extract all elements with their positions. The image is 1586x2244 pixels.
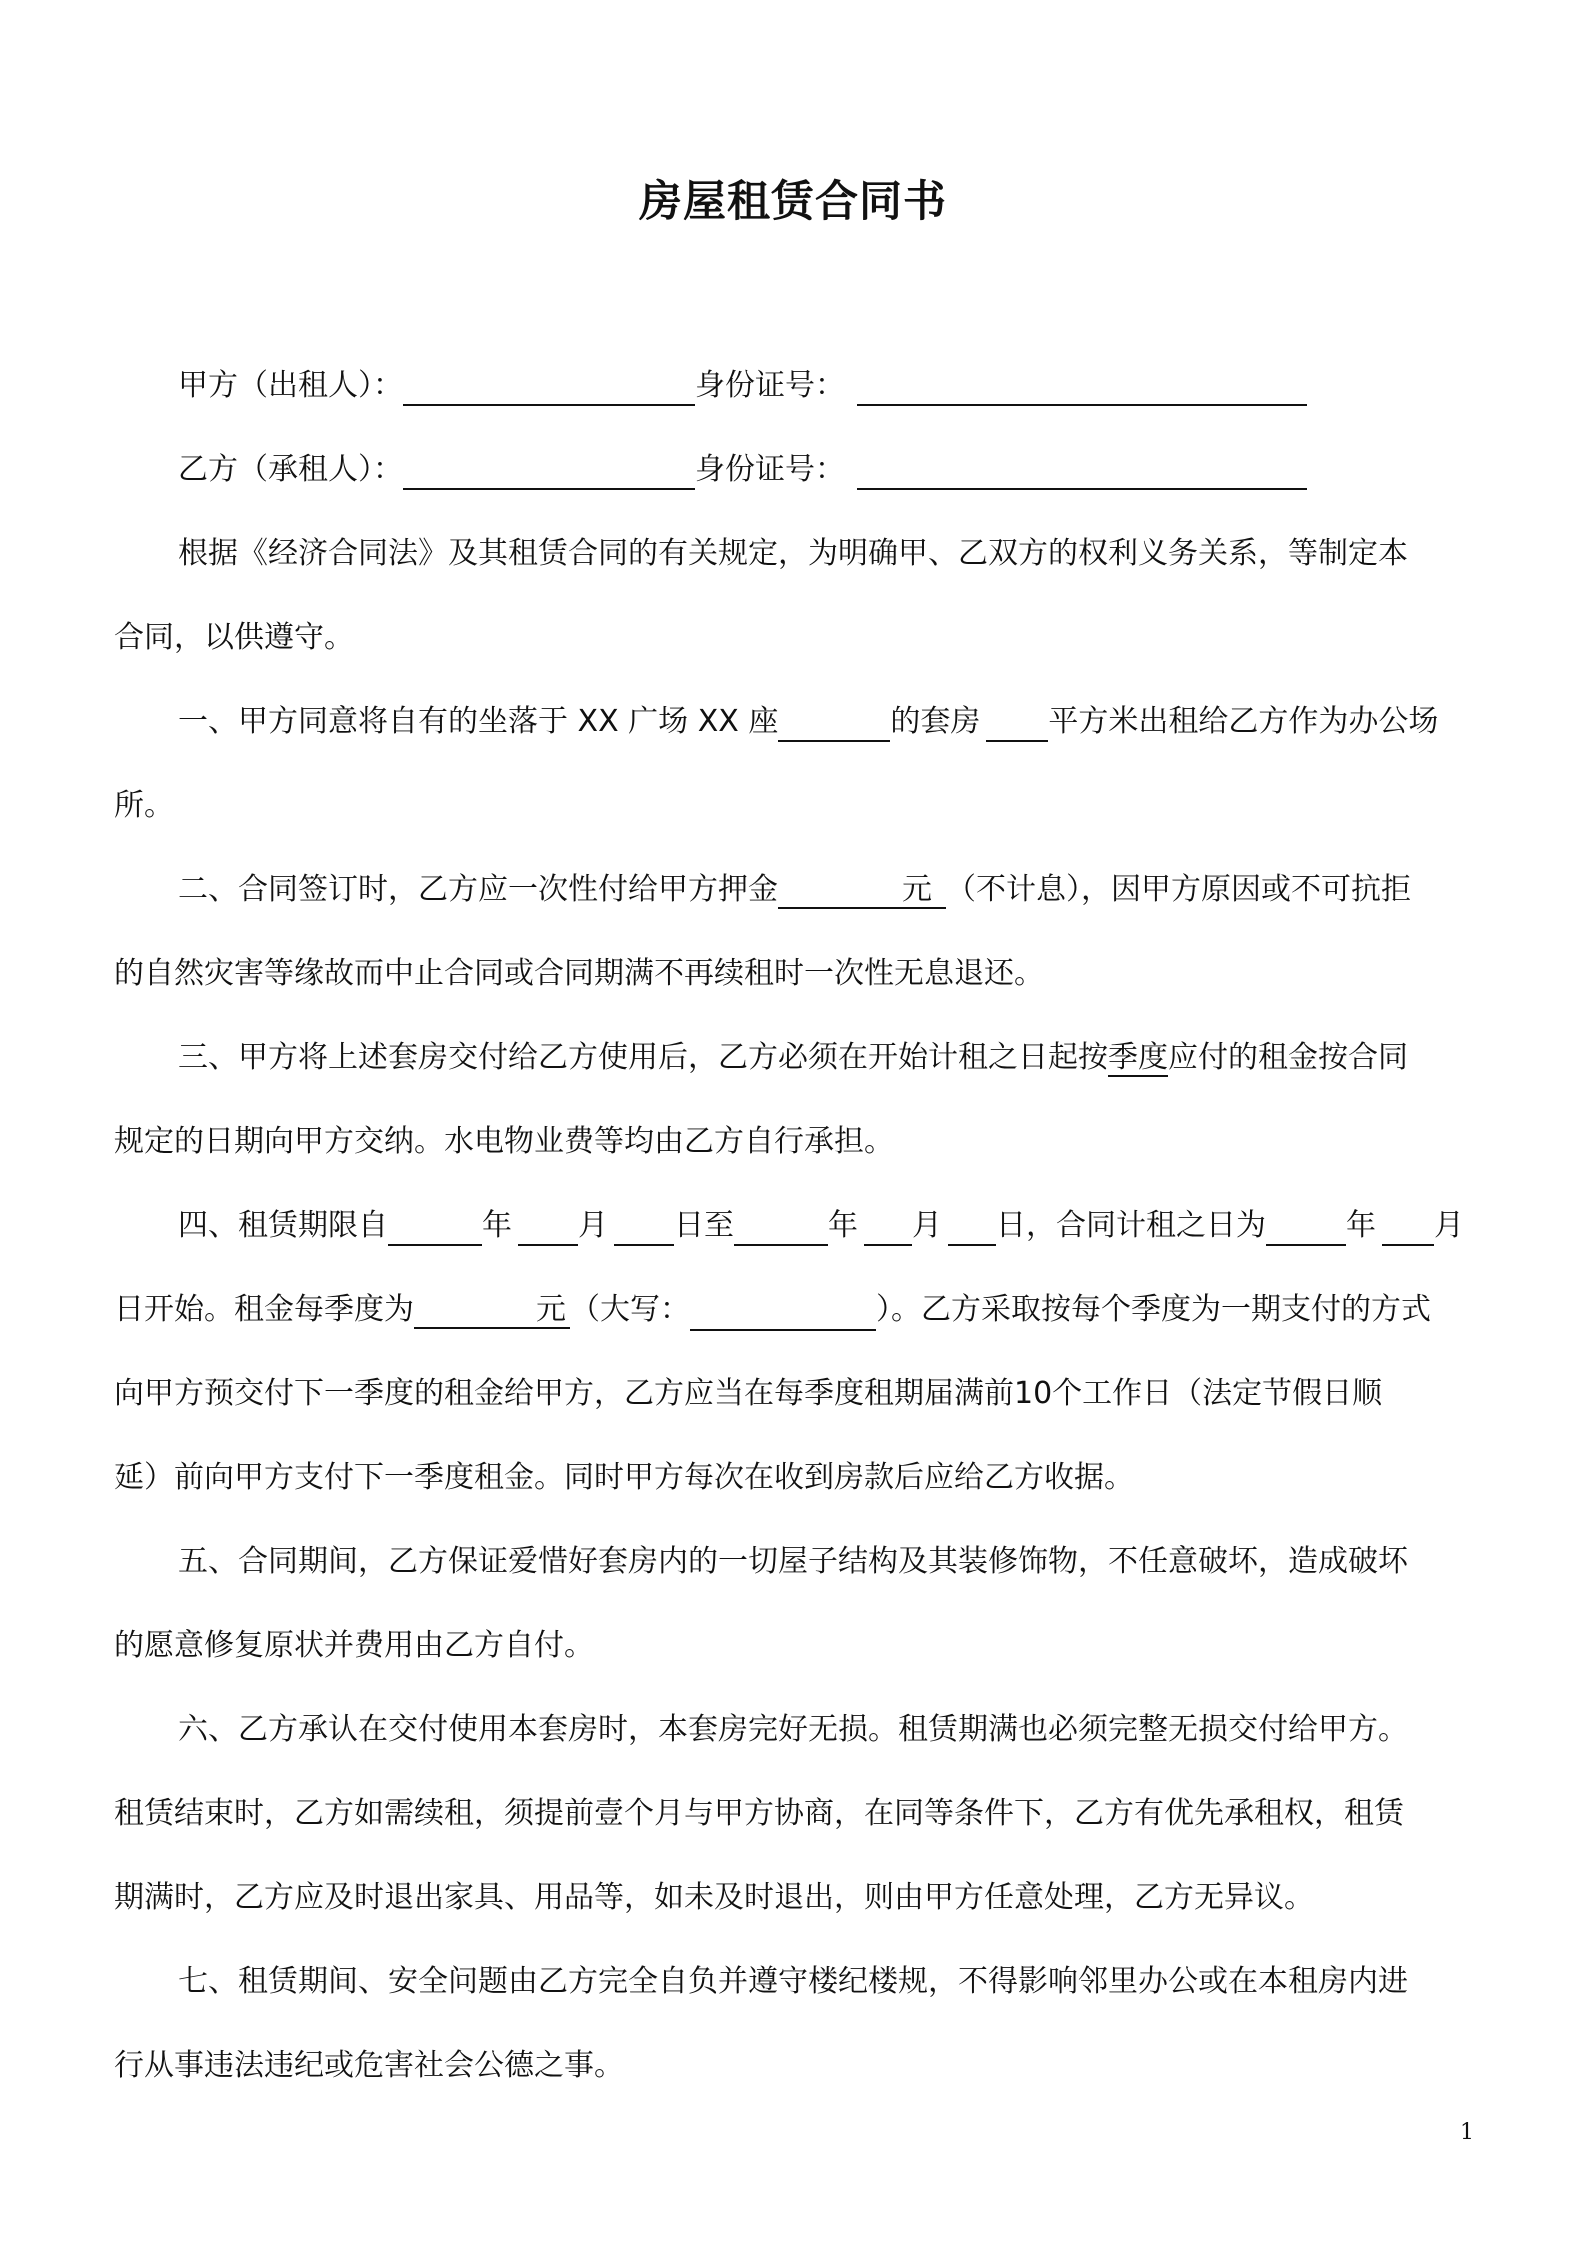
party-b-id-blank[interactable] [857,454,1307,490]
clause-4-line-2 [114,1290,1431,1330]
clause-3-line-1 [178,1038,1408,1078]
start-day-unit: 日 [674,1208,704,1243]
rent-start-month-unit: 月 [1434,1208,1464,1243]
page-number: 1 [1460,2120,1474,2145]
clause-7-line-2: 行从事违法违纪或危害社会公德之事。 [114,2048,624,2083]
start-year-unit: 年 [482,1208,512,1243]
party-b-id-label: 身份证号： [695,452,845,487]
intro-line-2: 合同，以供遵守。 [114,620,354,655]
party-b-name-blank[interactable] [403,454,695,490]
party-b-line [178,450,1307,490]
end-year-unit: 年 [828,1208,858,1243]
clause-4-line-4: 延）前向甲方支付下一季度租金。同时甲方每次在收到房款后应给乙方收据。 [114,1460,1134,1495]
rent-start-year-blank[interactable] [1266,1210,1346,1246]
intro-line-1: 根据《经济合同法》及其租赁合同的有关规定，为明确甲、乙双方的权利义务关系，等制定本 [178,536,1408,571]
deposit-blank[interactable] [778,872,946,909]
clause-4-line-3: 向甲方预交付下一季度的租金给甲方，乙方应当在每季度租期届满前10个工作日（法定节假日顺 [114,1376,1383,1411]
clause-2-line-1 [178,870,1411,910]
party-a-label: 甲方（出租人）： [178,368,403,403]
clause-1-line-1 [178,702,1438,742]
clause-3-line-2: 规定的日期向甲方交纳。水电物业费等均由乙方自行承担。 [114,1124,894,1159]
clause-5-line-1: 五、合同期间，乙方保证爱惜好套房内的一切屋子结构及其装修饰物，不任意破坏，造成破坏 [178,1544,1408,1579]
daxie-label: （大写： [570,1292,690,1327]
rent-start-month-blank[interactable] [1382,1210,1434,1246]
clause-1-text-b: 的套房 [890,704,981,739]
rent-start-year-unit: 年 [1346,1208,1376,1243]
clause-4-line-1 [178,1206,1464,1246]
building-unit-blank[interactable] [778,706,890,742]
document-title: 房屋租赁合同书 [639,177,947,227]
clause-5-line-2: 的愿意修复原状并费用由乙方自付。 [114,1628,594,1663]
party-a-name-blank[interactable] [403,370,695,406]
clause-3-text-b: 应付的租金按合同 [1168,1040,1408,1075]
clause-2-line-2: 的自然灾害等缘故而中止合同或合同期满不再续租时一次性无息退还。 [114,956,1044,991]
clause-4-line-2-text-a: 日开始。租金每季度为 [114,1292,414,1327]
start-month-unit: 月 [578,1208,608,1243]
party-b-label: 乙方（承租人）： [178,452,403,487]
clause-1-text-a: 一、甲方同意将自有的坐落于 XX 广场 XX 座 [178,704,779,739]
clause-4-text-a: 四、租赁期限自 [178,1208,388,1243]
payment-period-field[interactable]: 季度 [1108,1040,1168,1075]
deposit-yuan: 元 [902,872,932,907]
end-month-blank[interactable] [864,1210,912,1246]
clause-1-line-2: 所。 [114,788,174,823]
clause-7-line-1: 七、租赁期间、安全问题由乙方完全自负并遵守楼纪楼规，不得影响邻里办公或在本租房内进 [178,1964,1408,1999]
party-a-line [178,366,1307,406]
end-day-unit: 日 [996,1208,1026,1243]
start-year-blank[interactable] [388,1210,482,1246]
party-a-id-blank[interactable] [857,370,1307,406]
area-blank[interactable] [986,706,1048,742]
start-month-blank[interactable] [518,1210,578,1246]
clause-6-line-1: 六、乙方承认在交付使用本套房时，本套房完好无损。租赁期满也必须完整无损交付给甲方。 [178,1712,1408,1747]
clause-4-text-b: ，合同计租之日为 [1026,1208,1266,1243]
end-day-blank[interactable] [948,1210,996,1246]
clause-2-text-a: 二、合同签订时，乙方应一次性付给甲方押金 [178,872,778,907]
rent-in-words-blank[interactable] [690,1295,876,1331]
to-text: 至 [704,1208,734,1243]
end-month-unit: 月 [912,1208,942,1243]
quarterly-rent-yuan: 元 [536,1292,566,1327]
clause-3-text-a: 三、甲方将上述套房交付给乙方使用后，乙方必须在开始计租之日起按 [178,1040,1108,1075]
clause-6-line-3: 期满时，乙方应及时退出家具、用品等，如未及时退出，则由甲方任意处理，乙方无异议。 [114,1880,1314,1915]
clause-2-text-b: （不计息），因甲方原因或不可抗拒 [946,872,1411,907]
party-a-id-label: 身份证号： [695,368,845,403]
clause-4-line-2-text-b: ）。乙方采取按每个季度为一期支付的方式 [876,1292,1431,1327]
start-day-blank[interactable] [614,1210,674,1246]
clause-6-line-2: 租赁结束时，乙方如需续租，须提前壹个月与甲方协商，在同等条件下，乙方有优先承租权，租赁 [114,1796,1404,1831]
clause-1-text-c: 平方米出租给乙方作为办公场 [1048,704,1439,739]
end-year-blank[interactable] [734,1210,828,1246]
quarterly-rent-blank[interactable] [414,1292,570,1329]
